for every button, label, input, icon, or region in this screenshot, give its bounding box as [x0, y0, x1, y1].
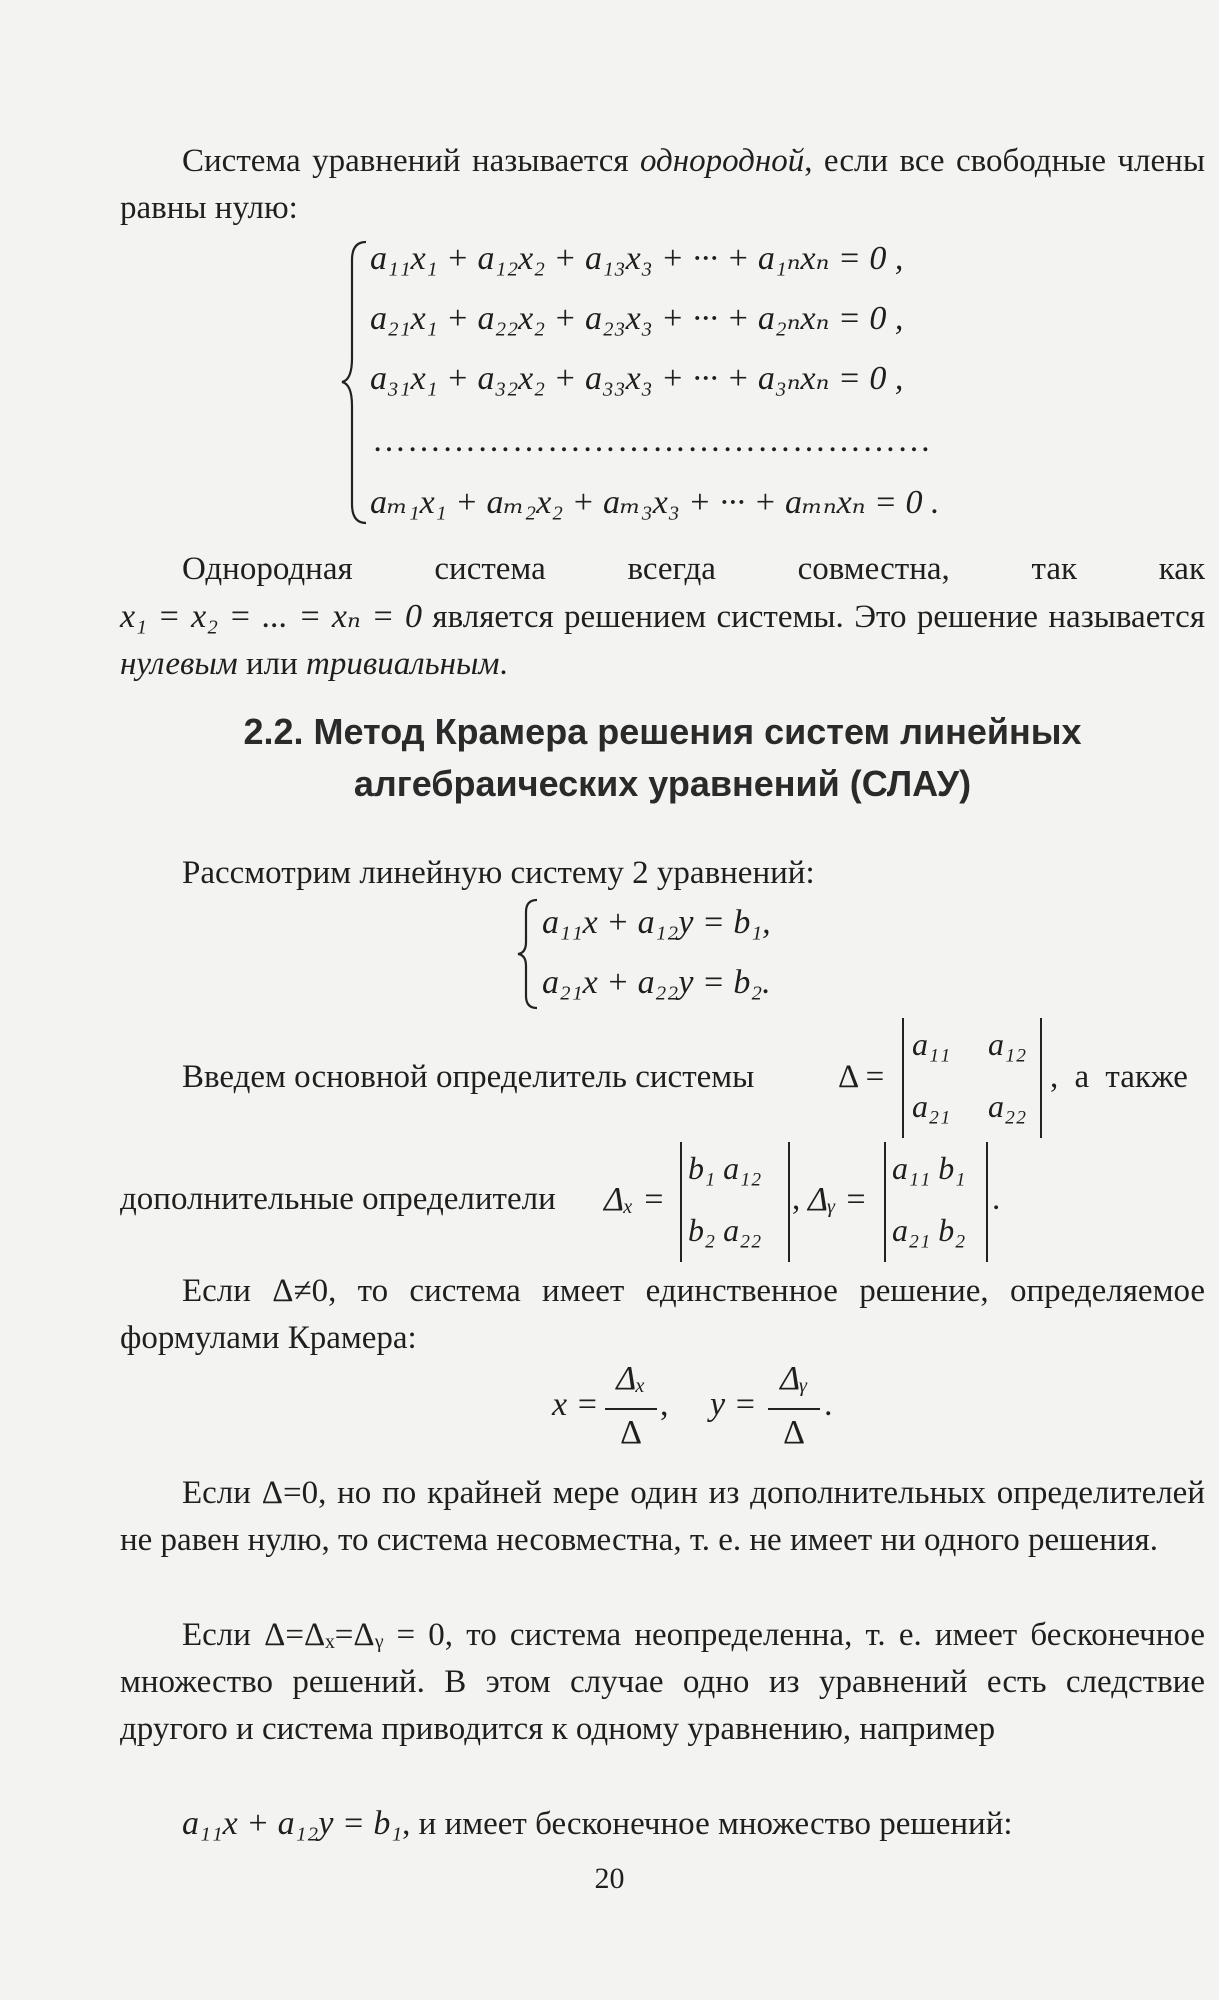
system1-equation-3: a₃₁x₁ + a₃₂x₂ + a₃₃x₃ + ··· + a₃ₙxₙ = 0 , [370, 360, 904, 397]
y-fraction [768, 1360, 820, 1460]
paragraph-main-determinant-text: Введем основной определитель системы [182, 1059, 755, 1095]
x-denominator: Δ [620, 1414, 642, 1451]
delta-x-label: Δₓ = [604, 1181, 666, 1218]
x-fraction [605, 1360, 657, 1460]
paragraph-infinite-solutions: Если Δ=Δₓ=Δᵧ = 0, то система неопределенна, т. е. имеет бесконечное множество решений. В этом случае одно из уравнений есть следствие другого и система приводится к одному уравнению, например [120, 1617, 1205, 1747]
x-lhs: x = [552, 1386, 599, 1423]
x-numerator: Δₓ [616, 1360, 646, 1397]
book-page: Система уравнений называется однородной, если все свободные члены равны нулю: a₁₁x₁ + a₁₂x₂ + a₁₃x₃ + ··· + a₁ₙxₙ = 0 , a₂₁x₁ + a₂₂x₂ + a₂₃x₃ + ··· + a₂ₙxₙ = 0 , a₃₁x₁ + a₃₂x₂ + a₃₃x₃ + ··· + a₃ₙxₙ = 0 , ………………………………………… aₘ₁x₁ + aₘ₂x₂ + aₘ₃x₃ + ··· + aₘₙxₙ = 0 . Однородная система всегда совместна, так как x₁ = x₂ = ... = xₙ = 0 является решением системы. Это решение называется нулевым или тривиальным. 2.2. Метод Крамера решения систем линейных алгебраических уравнений (СЛАУ) Рассмотрим линейную систему 2 уравнений: a₁₁x + a₁₂y = b₁, a₂₁x + a₂₂y = b₂. Введем основной определитель системы Δ = a₁₁ a₁₂ a₂₁ a₂₂ , а также дополнительные определители Δₓ = b₁ a₁₂ b₂ a₂₂ , Δᵧ = a₁₁ b₁ a₂₁ b₂ . Если Δ≠0, то система имеет единственное решение, определяемое формулами Крамера: x = Δₓ Δ , y = Δᵧ Δ . Если Δ=0, но по крайней мере один из дополнительных определителей не равен нулю, то система несовместна, т. е. не имеет ни одного решения. Если Δ=Δₓ=Δᵧ = 0, то система неопределенна, т. е. имеет бесконечное множество решений. В этом случае одно из уравнений есть следствие другого и система приводится к одному уравнению, например a₁₁x + a₁₂y = b₁, и имеет бесконечное множество решений: 20 [0, 0, 1219, 2000]
delta-label: Δ = [838, 1059, 885, 1095]
left-brace-icon [340, 240, 370, 525]
paragraph-consistent-rest: x₁ = x₂ = ... = xₙ = 0 является решением системы. Это решение называется нулевым или тривиальным. [120, 598, 1205, 682]
main-determinant: a₁₁ a₁₂ a₂₁ a₂₂ [902, 1018, 1042, 1138]
y-numerator: Δᵧ [780, 1360, 808, 1397]
paragraph-homogeneous: Система уравнений называется однородной, если все свободные члены равны нулю: [120, 143, 1206, 226]
paragraph-single-equation: a₁₁x + a₁₂y = b₁, и имеет бесконечное множество решений: [182, 1805, 1013, 1842]
delta-x-determinant: b₁ a₁₂ b₂ a₂₂ [680, 1142, 790, 1262]
system1-equation-m: aₘ₁x₁ + aₘ₂x₂ + aₘ₃x₃ + ··· + aₘₙxₙ = 0 . [370, 484, 940, 521]
paragraph-inconsistent: Если Δ=0, но по крайней мере один из дополнительных определителей не равен нулю, то система несовместна, т. е. не имеет ни одного решения. [120, 1475, 1205, 1558]
page-number: 20 [594, 1862, 625, 1895]
y-denominator: Δ [783, 1414, 805, 1451]
system1-ellipsis-row: ………………………………………… [372, 422, 932, 459]
also-text: , а также [1050, 1059, 1188, 1095]
section-heading: 2.2. Метод Крамера решения систем линейных алгебраических уравнений (СЛАУ) [243, 711, 1082, 804]
system1-equation-2: a₂₁x₁ + a₂₂x₂ + a₂₃x₃ + ··· + a₂ₙxₙ = 0 , [370, 300, 904, 337]
paragraph-unique-solution: Если Δ≠0, то система имеет единственное решение, определяемое формулами Крамера: [120, 1273, 1205, 1356]
system1-equation-1: a₁₁x₁ + a₁₂x₂ + a₁₃x₃ + ··· + a₁ₙxₙ = 0 , [370, 240, 904, 277]
term-homogeneous: однородной [639, 143, 805, 179]
trivial-solution-formula: x₁ = x₂ = ... = xₙ = 0 [120, 598, 423, 635]
y-lhs: y = [710, 1386, 757, 1423]
delta-y-determinant: a₁₁ b₁ a₂₁ b₂ [884, 1142, 988, 1262]
left-brace-icon [516, 898, 540, 1010]
additional-determinants-text: дополнительные определители [120, 1181, 556, 1217]
paragraph-consider-system: Рассмотрим линейную систему 2 уравнений: [182, 855, 815, 891]
delta-y-label: Δᵧ = [808, 1181, 868, 1218]
system2-equation-1: a₁₁x + a₁₂y = b₁, [542, 904, 771, 941]
paragraph-consistent-line1: Однородная система всегда совместна, так как [182, 551, 1205, 587]
system2-equation-2: a₂₁x + a₂₂y = b₂. [542, 964, 771, 1001]
